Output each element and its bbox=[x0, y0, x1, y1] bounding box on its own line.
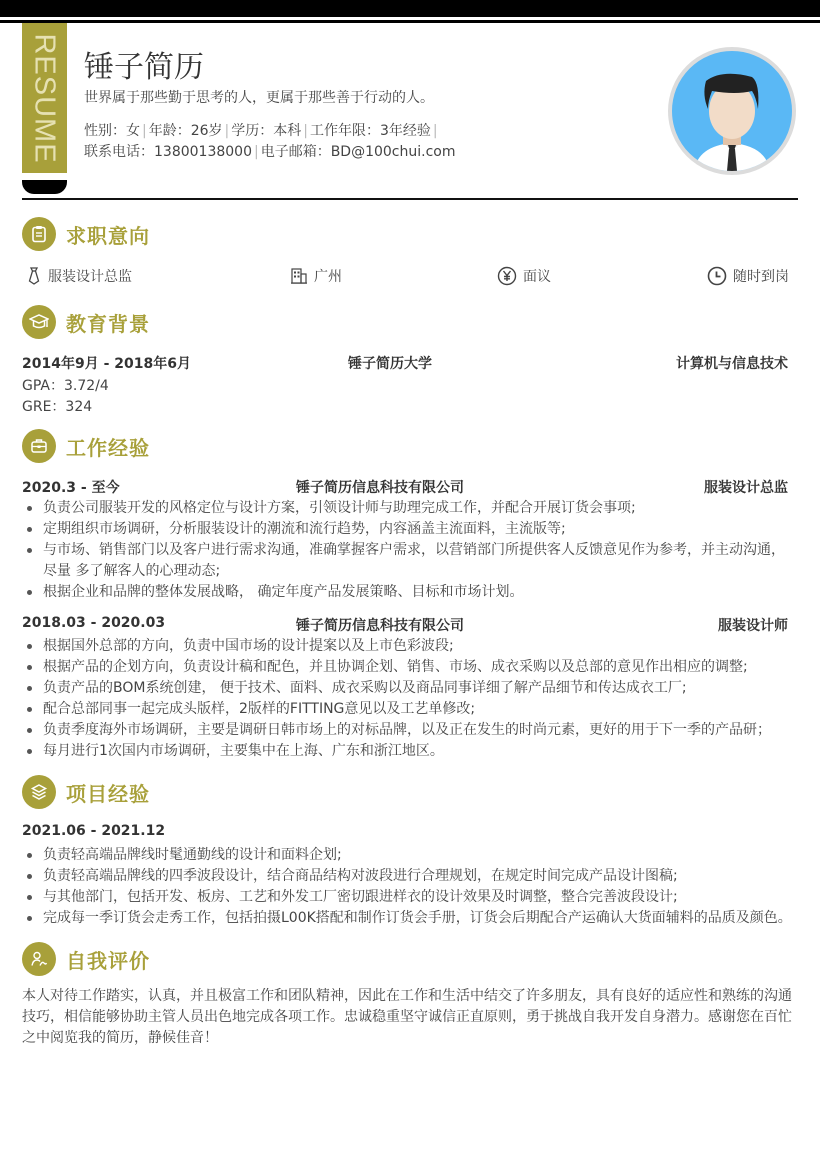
header-divider bbox=[22, 198, 798, 200]
yen-icon bbox=[497, 266, 517, 286]
gender: 性别：女 bbox=[84, 123, 140, 139]
list-item: 负责公司服装开发的风格定位与设计方案，引领设计师与助理完成工作，并配合开展订货会事项; bbox=[22, 498, 798, 519]
job-intent-row bbox=[22, 266, 798, 288]
intent-salary: 面议 bbox=[497, 266, 551, 286]
resume-side-label: RESUME bbox=[29, 32, 62, 164]
education-level: 学历：本科 bbox=[231, 123, 302, 139]
list-item: 与其他部门，包括开发、板房、工艺和外发工厂密切跟进样衣的设计效果及时调整，整合完善波段设计; bbox=[22, 887, 798, 908]
age: 年龄：26岁 bbox=[148, 123, 223, 139]
page-title: 锤子简历 bbox=[84, 50, 204, 85]
job-company: 锤子简历信息科技有限公司 bbox=[296, 480, 464, 496]
section-title-self-eval: 自我评价 bbox=[66, 948, 150, 973]
resume-tab-foot bbox=[22, 180, 67, 194]
job-position: 服装设计师 bbox=[718, 618, 788, 634]
intent-position: 服装设计总监 bbox=[26, 266, 132, 286]
basic-info-line2: 联系电话：13800138000 | 电子邮箱：BD@100chui.com bbox=[84, 144, 456, 160]
education-major: 计算机与信息技术 bbox=[676, 356, 788, 372]
list-item: 根据产品的企划方向，负责设计稿和配色，并且协调企划、销售、市场、成衣采购以及总部的意见作出相应的调整; bbox=[22, 657, 798, 678]
avatar bbox=[668, 47, 796, 175]
section-header-self-eval bbox=[22, 942, 150, 976]
list-item: 与市场、销售部门以及客户进行需求沟通，准确掌握客户需求，以营销部门所提供客人反馈意见作为参考，并主动沟通，尽量 多了解客人的心理动态; bbox=[22, 540, 798, 582]
top-black-bar bbox=[0, 0, 820, 17]
list-item: 根据国外总部的方向，负责中国市场的设计提案以及上市色彩波段; bbox=[22, 636, 798, 657]
job-period: 2020.3 - 至今 bbox=[22, 480, 120, 496]
section-header-project bbox=[22, 775, 150, 809]
briefcase-icon bbox=[22, 429, 56, 463]
job-row-2 bbox=[22, 615, 788, 635]
clock-icon bbox=[707, 266, 727, 286]
job-company: 锤子简历信息科技有限公司 bbox=[296, 618, 464, 634]
education-gpa: GPA：3.72/4 bbox=[22, 378, 109, 394]
list-item: 负责轻高端品牌线的四季波段设计，结合商品结构对波段进行合理规划，在规定时间完成产品设计图稿; bbox=[22, 866, 798, 887]
project-duties bbox=[22, 845, 798, 929]
self-evaluation-text: 本人对待工作踏实，认真，并且极富工作和团队精神，因此在工作和生活中结交了许多朋友，具有良好的适应性和熟练的沟通技巧，相信能够协助主管人员出色地完成各项工作。忠诚稳重坚守诚信正直原则，勇于挑战自我开发自身潜力。感谢您在百忙之中阅览我的简历，静候佳音！ bbox=[22, 988, 792, 1046]
section-header-intent bbox=[22, 217, 150, 251]
motto: 世界属于那些勤于思考的人，更属于那些善于行动的人。 bbox=[84, 90, 434, 106]
job-position: 服装设计总监 bbox=[704, 480, 788, 496]
project-period: 2021.06 - 2021.12 bbox=[22, 823, 166, 839]
list-item: 定期组织市场调研，分析服装设计的潮流和流行趋势，内容涵盖主流面料，主流版等; bbox=[22, 519, 798, 540]
job-row-1 bbox=[22, 477, 788, 497]
list-item: 配合总部同事一起完成头版样，2版样的FITTING意见以及工艺单修改; bbox=[22, 699, 798, 720]
list-item: 负责季度海外市场调研，主要是调研日韩市场上的对标品牌，以及正在发生的时尚元素，更好的用于下一季的产品研； bbox=[22, 720, 798, 741]
list-item: 根据企业和品牌的整体发展战略， 确定年度产品发展策略、目标和市场计划。 bbox=[22, 582, 798, 603]
list-item: 负责轻高端品牌线时髦通勤线的设计和面料企划; bbox=[22, 845, 798, 866]
education-row bbox=[22, 353, 788, 373]
section-title-education: 教育背景 bbox=[66, 311, 150, 336]
intent-city: 广州 bbox=[290, 266, 342, 286]
intent-availability: 随时到岗 bbox=[707, 266, 789, 286]
education-school: 锤子简历大学 bbox=[348, 356, 432, 372]
email: 电子邮箱：BD@100chui.com bbox=[260, 144, 456, 160]
clipboard-icon bbox=[22, 217, 56, 251]
section-header-work bbox=[22, 429, 150, 463]
section-title-work: 工作经验 bbox=[66, 435, 150, 460]
resume-side-tab bbox=[22, 23, 67, 173]
layers-icon bbox=[22, 775, 56, 809]
section-header-education bbox=[22, 305, 150, 339]
basic-info-line1: 性别：女 | 年龄：26岁 | 学历：本科 | 工作年限：3年经验 | bbox=[84, 123, 438, 139]
top-thin-bar bbox=[0, 20, 820, 23]
education-gre: GRE：324 bbox=[22, 399, 93, 415]
job-1-duties bbox=[22, 498, 798, 603]
avatar-illustration-icon bbox=[672, 51, 792, 171]
education-period: 2014年9月 - 2018年6月 bbox=[22, 356, 191, 372]
person-icon bbox=[22, 942, 56, 976]
list-item: 每月进行1次国内市场调研，主要集中在上海、广东和浙江地区。 bbox=[22, 741, 798, 762]
job-period: 2018.03 - 2020.03 bbox=[22, 615, 166, 631]
list-item: 完成每一季订货会走秀工作，包括拍摄L00K搭配和制作订货会手册，订货会后期配合产运确认大货面辅料的品质及颜色。 bbox=[22, 908, 798, 929]
tie-icon bbox=[26, 267, 42, 285]
section-title-intent: 求职意向 bbox=[66, 223, 150, 248]
project-row bbox=[22, 823, 788, 843]
phone: 联系电话：13800138000 bbox=[84, 144, 252, 160]
building-icon bbox=[290, 267, 308, 285]
section-title-project: 项目经验 bbox=[66, 781, 150, 806]
list-item: 负责产品的BOM系统创建， 便于技术、面料、成衣采购以及商品同事详细了解产品细节和传达成衣工厂; bbox=[22, 678, 798, 699]
graduation-cap-icon bbox=[22, 305, 56, 339]
job-2-duties bbox=[22, 636, 798, 762]
work-years: 工作年限：3年经验 bbox=[309, 123, 431, 139]
